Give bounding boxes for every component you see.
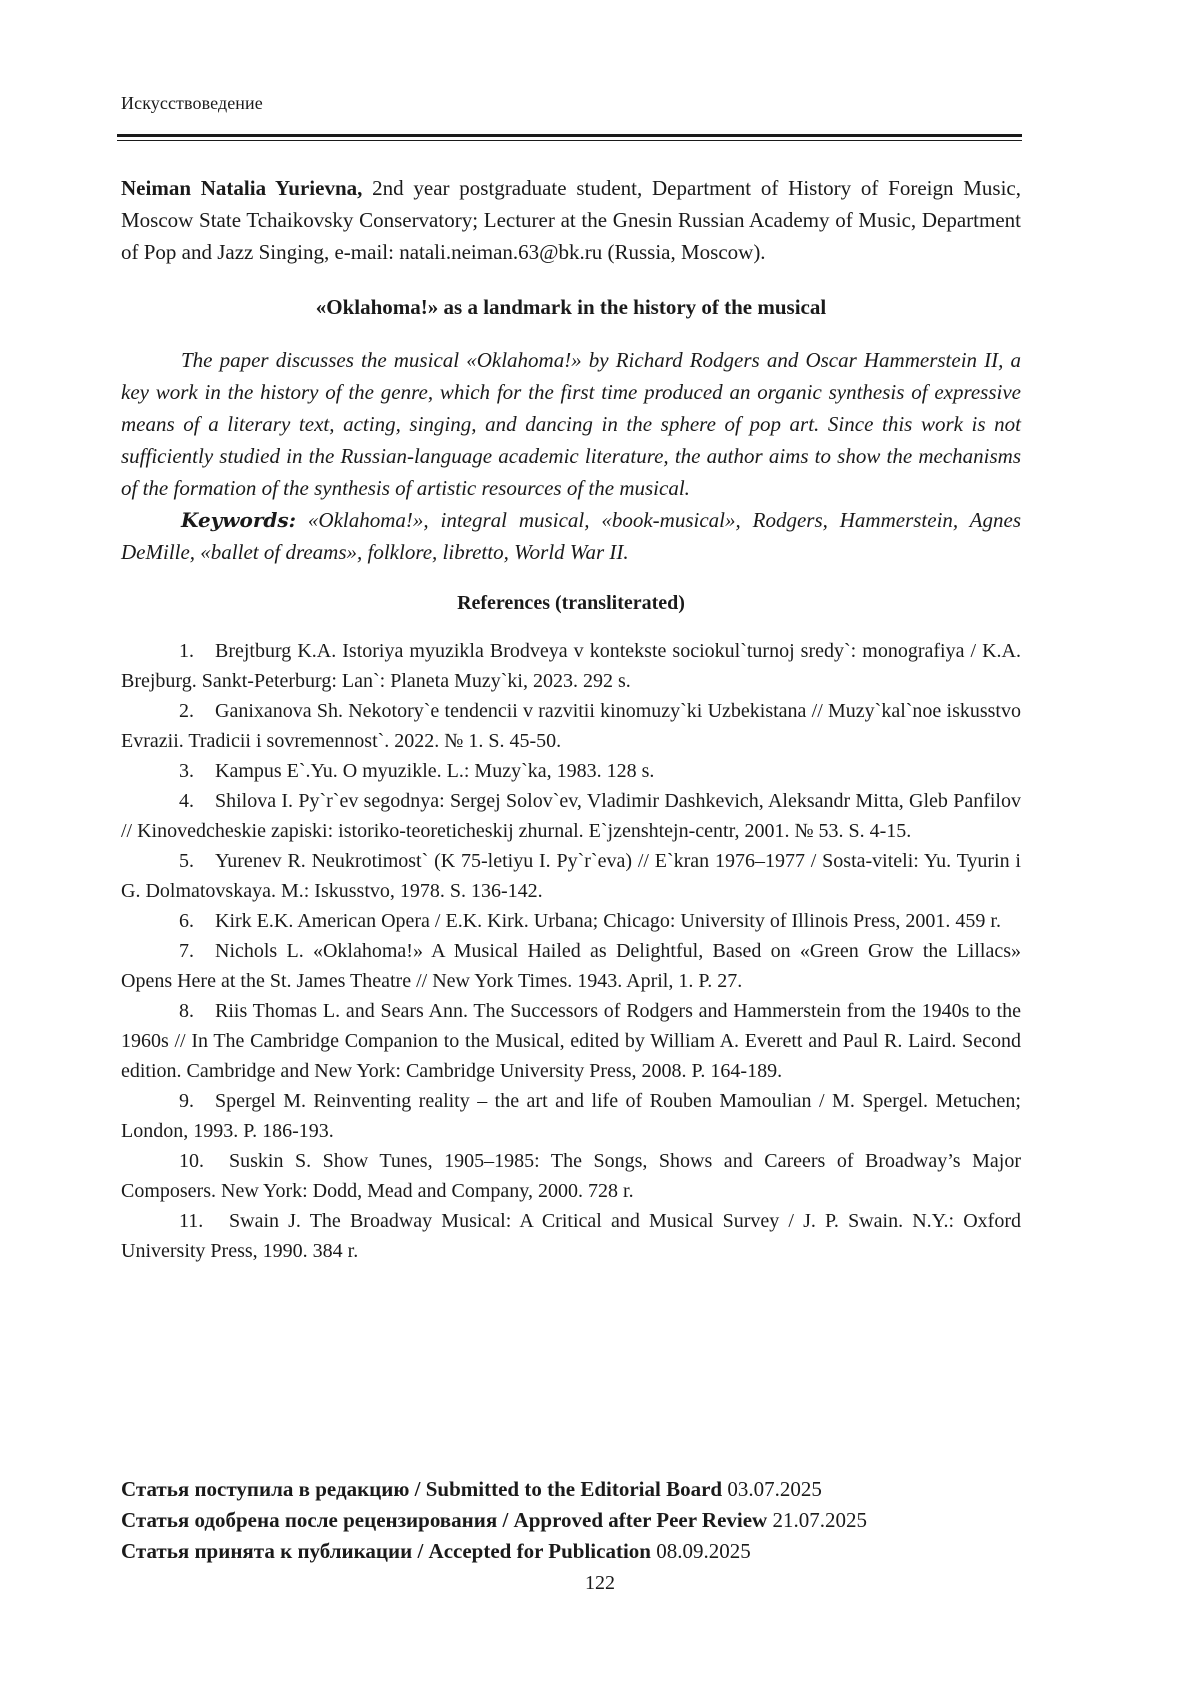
reference-item xyxy=(121,1206,1021,1266)
reference-text: Riis Thomas L. and Sears Ann. The Successors of Rodgers and Hammerstein from the 1940s to the 1960s // In The Cambridge Companion to the Musical, edited by William A. Everett and Paul R. Laird. Second edition. Cambridge and New York: Cambridge University Press, 2008. P. 164-189. xyxy=(121,1000,1021,1082)
keywords-text: «Oklahoma!», integral musical, «book-musical», Rodgers, Hammerstein, Agnes DeMille, «ballet of dreams», folklore, libretto, World War II. xyxy=(121,508,1021,564)
date-value: 08.09.2025 xyxy=(650,1539,751,1563)
editorial-dates xyxy=(121,1474,1021,1567)
header-rule-thin xyxy=(117,140,1022,141)
keywords-paragraph xyxy=(121,504,1021,568)
reference-text: Swain J. The Broadway Musical: A Critical and Musical Survey / J. P. Swain. N.Y.: Oxford University Press, 1990. 384 r. xyxy=(121,1210,1021,1262)
reference-item xyxy=(121,996,1021,1086)
date-value: 03.07.2025 xyxy=(722,1477,822,1501)
abstract-block xyxy=(121,344,1021,568)
reference-item xyxy=(121,786,1021,846)
article-content xyxy=(121,172,1021,1266)
reference-item xyxy=(121,756,1021,786)
article-title: «Oklahoma!» as a landmark in the history of the musical xyxy=(315,295,827,319)
reference-item xyxy=(121,906,1021,936)
reference-text: Nichols L. «Oklahoma!» A Musical Hailed as Delightful, Based on «Green Grow the Lillacs» Opens Here at the St. James Theatre // New York Times. 1943. April, 1. P. 27. xyxy=(121,940,1021,992)
reference-number: 4. xyxy=(179,790,194,812)
reference-number: 1. xyxy=(179,640,194,662)
references-list xyxy=(121,636,1021,1266)
reference-number: 11. xyxy=(179,1210,204,1232)
reference-number: 6. xyxy=(179,910,194,932)
reference-text: Ganixanova Sh. Nekotory`e tendencii v razvitii kinomuzy`ki Uzbekistana // Muzy`kal`noe iskusstvo Evrazii. Tradicii i sovremennost`. 2022. № 1. S. 45-50. xyxy=(121,700,1021,752)
reference-text: Shilova I. Py`r`ev segodnya: Sergej Solov`ev, Vladimir Dashkevich, Aleksandr Mitta, Gleb Panfilov // Kinovedcheskie zapiski: istoriko-teoreticheskij zhurnal. E`jzenshtejn-centr, 2001. № 53. S. 4-15. xyxy=(121,790,1021,842)
reference-item xyxy=(121,846,1021,906)
reference-item xyxy=(121,696,1021,756)
reference-text: Kirk E.K. American Opera / E.K. Kirk. Urbana; Chicago: University of Illinois Press, 2001. 459 r. xyxy=(215,910,1001,932)
reference-number: 10. xyxy=(179,1150,204,1172)
running-head: Искусствоведение xyxy=(121,93,263,113)
date-approved xyxy=(121,1505,1021,1536)
author-affiliation: 2nd year postgraduate student, Department of History of Foreign Music, Moscow State Tchaikovsky Conservatory; Lecturer at the Gnesin Russian Academy of Music, Department of Pop and Jazz Singing, e-mail: natali.neiman.63@bk.ru (Russia, Moscow). xyxy=(121,176,1021,264)
date-label: Статья поступила в редакцию / Submitted to the Editorial Board xyxy=(121,1477,723,1501)
keywords-label: Keywords: xyxy=(181,508,297,532)
author-block xyxy=(121,172,1021,268)
reference-item xyxy=(121,1146,1021,1206)
date-accepted xyxy=(121,1536,1021,1567)
reference-item xyxy=(121,936,1021,996)
reference-text: Spergel M. Reinventing reality – the art and life of Rouben Mamoulian / M. Spergel. Metuchen; London, 1993. P. 186-193. xyxy=(121,1090,1021,1142)
reference-number: 9. xyxy=(179,1090,194,1112)
header-rule-thick xyxy=(117,134,1022,137)
reference-number: 5. xyxy=(179,850,194,872)
date-label: Статья принята к публикации / Accepted for Publication xyxy=(121,1539,651,1563)
reference-text: Yurenev R. Neukrotimost` (K 75-letiyu I. Py`r`eva) // E`kran 1976–1977 / Sosta-viteli: Yu. Tyurin i G. Dolmatovskaya. M.: Iskusstvo, 1978. S. 136-142. xyxy=(121,850,1021,902)
page-number: 122 xyxy=(585,1572,615,1594)
reference-number: 3. xyxy=(179,760,194,782)
reference-item xyxy=(121,1086,1021,1146)
reference-number: 8. xyxy=(179,1000,194,1022)
date-submitted xyxy=(121,1474,1021,1505)
author-paragraph xyxy=(121,172,1021,268)
date-label: Статья одобрена после рецензирования / Approved after Peer Review xyxy=(121,1508,768,1532)
reference-text: Brejtburg K.A. Istoriya myuzikla Brodveya v kontekste sociokul`turnoj sredy`: monografiya / K.A. Brejburg. Sankt-Peterburg: Lan`: Planeta Muzy`ki, 2023. 292 s. xyxy=(121,640,1021,692)
reference-number: 2. xyxy=(179,700,194,722)
reference-text: Suskin S. Show Tunes, 1905–1985: The Songs, Shows and Careers of Broadway’s Major Composers. New York: Dodd, Mead and Company, 2000. 728 r. xyxy=(121,1150,1021,1202)
author-name: Neiman Natalia Yurievna, xyxy=(121,176,363,200)
abstract-text: The paper discusses the musical «Oklahoma!» by Richard Rodgers and Oscar Hammerstein II, a key work in the history of the genre, which for the first time produced an organic synthesis of expressive means of a literary text, acting, singing, and dancing in the sphere of pop art. Since this work is not sufficiently studied in the Russian-language academic literature, the author aims to show the mechanisms of the formation of the synthesis of artistic resources of the musical. xyxy=(121,348,1021,500)
reference-text: Kampus E`.Yu. O myuzikle. L.: Muzy`ka, 1983. 128 s. xyxy=(215,760,655,782)
reference-item xyxy=(121,636,1021,696)
references-title: References (transliterated) xyxy=(457,592,685,614)
date-value: 21.07.2025 xyxy=(767,1508,867,1532)
reference-number: 7. xyxy=(179,940,194,962)
